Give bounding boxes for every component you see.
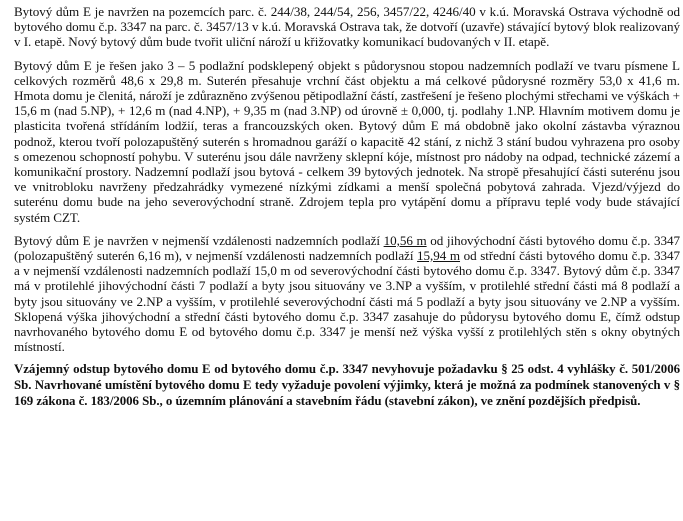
paragraph-distances [14, 233, 680, 355]
paragraph-text: od střední části bytového domu č.p. 3347 a v nejmenší vzdálenosti nadzemních podlaží 15,0 m od severovýchodní části bytového domu č.p. 3347. Bytový dům č.p. 3347 má v protilehlé jihovýchodní části 7 podlaží a byty jsou situovány ve 3.NP a vyšším, v protilehlé střední části má 8 podlaží a byty jsou situovány ve 2.NP a vyšším, v protilehlé severovýchodní části má 5 podlaží a byty jsou situovány ve 2.NP a vyšším. Sklopená výška jihovýchodní a střední části bytového domu č.p. 3347 zasahuje do půdorysu bytového domu E, čímž odstup navrhovaného bytového domu E od bytového domu č.p. 3347 je menší než výška vyšší z protilehlých stěn s okny obytných místností. [14, 248, 680, 355]
paragraph-text: Vzájemný odstup bytového domu E od bytového domu č.p. 3347 nevyhovuje požadavku § 25 odst. 4 vyhlášky č. 501/2006 Sb. Navrhované umístění bytového domu E tedy vyžaduje povolení výjimky, která je možná za podmínek stanovených v § 169 zákona č. 183/2006 Sb., o územním plánování a stavebním řádu (stavební zákon), ve znění pozdějších předpisů. [14, 362, 680, 408]
underlined-distance: 15,94 m [417, 248, 461, 264]
paragraph-text: Bytový dům E je navržen na pozemcích parc. č. 244/38, 244/54, 256, 3457/22, 4246/40 v k.ú. Moravská Ostrava východně od bytového domu č.p. 3347 na parc. č. 3457/13 v k.ú. Moravská Ostrava tak, že dotvoří (uzavře) stávající bytový blok realizovaný v I. etapě. Nový bytový dům bude tvořit uliční nároží u křižovatky komunikací budovaných v II. etapě. [14, 4, 680, 50]
document-page [14, 4, 680, 417]
paragraph-text: od jihovýchodní části bytového domu č.p. 3347 (polozapuštěný suterén 6,16 m), v nejmenší vzdálenosti nadzemních podlaží [14, 232, 681, 264]
underlined-distance: 10,56 m [383, 232, 427, 248]
paragraph-location [14, 4, 680, 50]
paragraph-design [14, 58, 680, 225]
paragraph-text: Bytový dům E je řešen jako 3 – 5 podlažní podsklepený objekt s půdorysnou stopou nadzemních podlaží ve tvaru písmene L celkových rozměrů 48,6 x 29,8 m. Suterén přesahuje vrchní část objektu a má celkové půdorysné rozměry 53,0 x 41,6 m. Hmota domu je členitá, nároží je zdůrazněno zvýšenou pětipodlažní částí, zastřešení je řešeno plochými střechami ve výškách + 15,6 m (nad 5.NP), + 12,6 m (nad 4.NP), + 9,35 m (nad 3.NP) od úrovně ± 0,000, tj. podlahy 1.NP. Hlavním motivem domu je plasticita tvořená střídáním lodžií, teras a francouzských oken. Bytový dům E má obdobně jako okolní zástavba výraznou podnož, kterou tvoří polozapuštěný suterén s hromadnou garáží o kapacitě 42 stání, z nichž 3 stání budou vyhrazena pro osoby s omezenou schopností pohybu. V suterénu jsou dále navrženy sklepní kóje, místnost pro nádoby na odpad, technické zázemí a komunikační prostory. Nadzemní podlaží jsou bytová - celkem 39 bytových jednotek. Na stropě přesahující části suterénu jsou ve vnitrobloku navrženy předzahrádky vymezené nízkými zídkami a menší společná pobytová zahrada. Vjezd/výjezd do suterénu domu bude na jeho severovýchodní straně. Zdrojem tepla pro vytápění domu a přípravu teplé vody bude stávající systém CZT. [14, 57, 680, 225]
paragraph-conclusion [14, 362, 680, 409]
paragraph-text: Bytový dům E je navržen v nejmenší vzdálenosti nadzemních podlaží [14, 232, 384, 248]
